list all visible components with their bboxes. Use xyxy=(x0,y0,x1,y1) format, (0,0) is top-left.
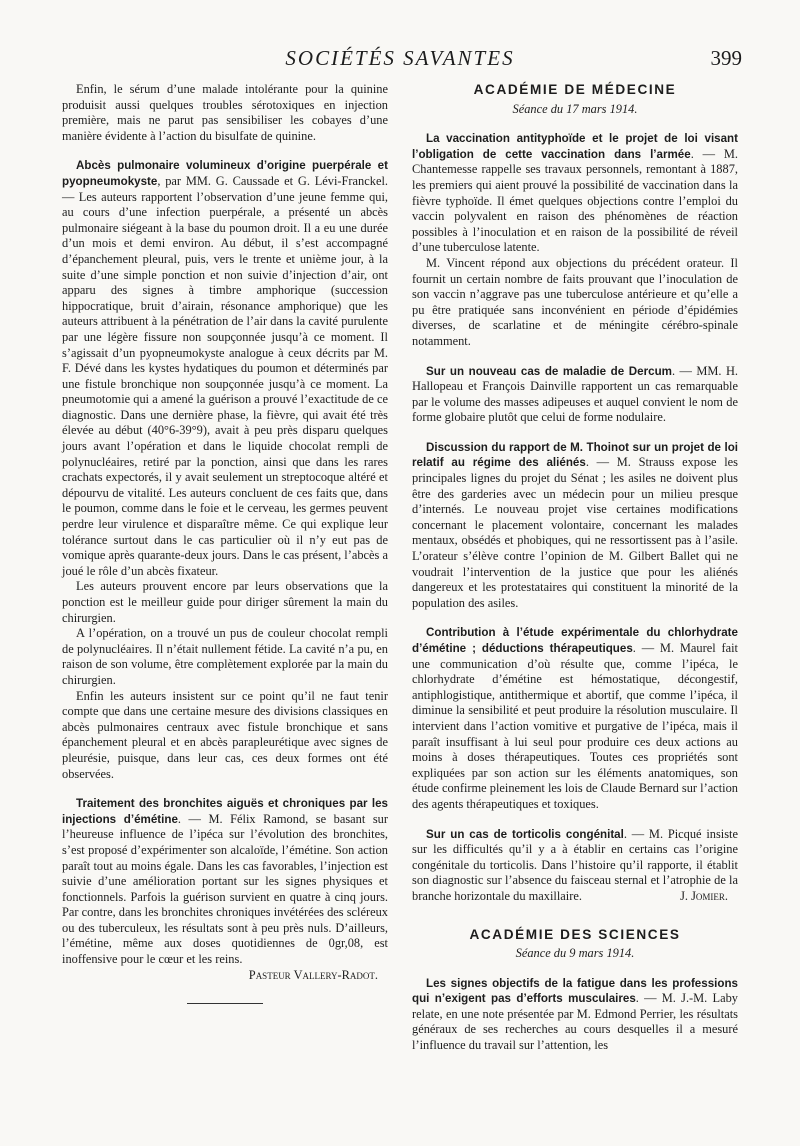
fatigue-body: . — M. J.-M. Laby relate, en une note présentée par M. Edmond Perrier, les résultats généraux de ses recherches au cours desquelles il a mesuré l’influence du travail sur l’attention, les xyxy=(412,991,738,1053)
dercum-paragraph xyxy=(412,364,738,426)
emetine-paragraph xyxy=(412,625,738,812)
dercum-article xyxy=(412,364,738,426)
left-column xyxy=(62,82,388,1004)
abces-paragraph-4: Enfin les auteurs insistent sur ce point qu’il ne faut tenir compte que dans une certaine mesure des divisions classiques en abcès pulmonaires centraux avec fistule bronchique et sans épanchement pleural et en abcès parapleurétique avec signes de pleurésie, puisque, dans leur cas, ces deux formes ont été observées. xyxy=(62,688,388,781)
academie-medecine-session: Séance du 17 mars 1914. xyxy=(512,101,638,116)
fatigue-article xyxy=(412,976,738,1054)
bronchites-body: . — M. Félix Ramond, se basant sur l’heureuse influence de l’ipéca sur l’évolution des bronchites, s’est proposé d’expérimenter son alcaloïde, l’émétine. Son action paraît tout au moins égale. Dans les cas favorables, l’injection est suivie d’une amélioration portant sur les signes physiques et fonctionnels. Parfois la guérison survient en quatre à cinq jours. Par contre, dans les bronchites chroniques invétérées des scléreux ou des tuberculeux, les résultats sont à peu près nuls. D’ailleurs, l’émétine, même aux doses quotidiennes de 0gr,08, est inoffensive pour le cœur et les reins. xyxy=(62,811,388,967)
academie-sciences-title: ACADÉMIE DES SCIENCES xyxy=(469,926,681,942)
right-column xyxy=(412,82,738,1054)
page-number: 399 xyxy=(710,46,742,70)
bronchites-title: Traitement des bronchites aiguës et chroniques par les injections d’émétine xyxy=(62,797,388,826)
vaccination-paragraph-2: M. Vincent répond aux objections du précédent orateur. Il fournit un certain nombre de faits prouvant que l’inoculation de son vaccin n’aggrave pas une tuberculose antérieure et qu’elle a pu être pratiquée sans inconvénient en période d’épidémies diverses, de scarlatine et de méningite cérébro-spinale notamment. xyxy=(412,255,738,348)
thoinot-title: Discussion du rapport de M. Thoinot sur un projet de loi relatif au régime des aliénés xyxy=(412,440,738,470)
bronchites-paragraph xyxy=(62,796,388,968)
torticolis-signature: J. Jomier. xyxy=(680,888,728,903)
bronchites-signature: Pasteur Vallery-Radot. xyxy=(248,967,378,982)
abces-body-1: , par MM. G. Caussade et G. Lévi-Franckel. — Les auteurs rapportent l’observation d’une jeune femme qui, au cours d’une infection puerpérale, a présenté un abcès pulmonaire siégeant à la base du poumon droit. Il a eu une durée d’un mois et demi environ. Au début, il s’est accompagné d’épanchement pleural, puis, vers le trente et unième jour, à la suite d’une simple ponction et non suivie d’injection d’air, ont apparu des signes à timbre amphorique (succession hippocratique, bruit d’airain, résonance amphorique) que les auteurs attribuent à la pénétration de l’air dans la cavité purulente par une légère fissure non soupçonnée jusqu’à ce moment. Il s’agissait d’un pyopneumokyste analogue à ceux décrits par M. F. Dévé dans les kystes hydatiques du poumon et déterminés par une fistule bronchique non soupçonnée jusqu’à ce moment. La pneumotomie qui a amené la guérison a prouvé l’exactitude de ce diagnostic. Dans une dernière phase, la fièvre, qui avait été très élevée au début (40°6-39°9), avait à peu près disparu quelques jours avant l’opération et dans le liquide chocolat rempli de polynucléaires, retiré par la ponction, ainsi que dans les rares crachats expectorés, il y avait seulement un streptocoque altéré et dépourvu de vitalité. Les auteurs concluent de ces faits que, dans le poumon, comme dans le foie et le cerveau, les germes peuvent perdre leur virulence et disparaître même. Ce qui explique leur tolérance surtout dans le cas particulier où il n’y eut pas de vomique après quarante-deux jours. Dans le cas présent, l’abcès a joué le rôle d’un abcès fixateur. xyxy=(62,173,388,578)
vaccination-title: La vaccination antityphoïde et le projet de loi visant l’obligation de cette vaccination dans l’armée xyxy=(412,132,738,161)
thoinot-body: . — M. Strauss expose les principales lignes du projet du Sénat ; les asiles ne doivent plus être des garderies avec un médecin pour un milieu presque d’internés. Le nouveau projet vise certaines modifications concernant le placement volontaire, concernant les malades mentaux, obsédés et phobiques, qui ne ressortissent pas à l’asile. L’orateur s’élève contre l’opinion de M. Gilbert Ballet qui ne voudrait l’intervention de la justice que pour les aliénés dangereux et les protestataires qui constituent la minorité de la population des asiles. xyxy=(412,455,738,610)
dercum-title: Sur un nouveau cas de maladie de Dercum xyxy=(426,364,672,378)
torticolis-paragraph xyxy=(412,827,738,905)
vaccination-paragraph-1 xyxy=(412,131,738,256)
academie-medecine-title: ACADÉMIE DE MÉDECINE xyxy=(473,82,677,97)
running-head xyxy=(0,46,800,74)
bronchites-article xyxy=(62,796,388,1004)
fatigue-paragraph xyxy=(412,976,738,1054)
dercum-body: . — MM. H. Hallopeau et François Dainville rapportent un cas remarquable par le volume des masses adipeuses et auquel convient le nom de forme globaire plutôt que celui de forme nodulaire. xyxy=(412,363,738,425)
abces-article xyxy=(62,158,388,782)
emetine-title: Contribution à l’étude expérimentale du chlorhydrate d’émétine ; déductions thérapeutiques xyxy=(412,626,738,655)
thoinot-article xyxy=(412,440,738,612)
academie-sciences-session: Séance du 9 mars 1914. xyxy=(515,946,635,961)
abces-paragraph-1 xyxy=(62,158,388,579)
intro-article xyxy=(62,82,388,144)
torticolis-body: . — M. Picqué insiste sur les difficultés qu’il y a à établir en certains cas l’origine congénitale du torticolis. Dans l’histoire qu’il rapporte, il établit son diagnostic sur l’absence du faisceau sternal et l’atrophie de la branche horizontale du maxillaire. xyxy=(412,826,738,903)
vaccination-body-1: . — M. Chantemesse rappelle ses travaux personnels, remontant à 1887, les premiers qui aient prouvé la possibilité de vaccination dans la fièvre typhoïde. Il émet quelques objections contre l’emploi du vaccin polyvalent en raison des phénomènes de réaction possibles à l’inoculation et en raison de la possibilité de réveil d’une tuberculose latente. xyxy=(412,146,738,255)
thoinot-paragraph xyxy=(412,440,738,612)
running-title: SOCIÉTÉS SAVANTES xyxy=(285,46,515,70)
abces-title: Abcès pulmonaire volumineux d’origine puerpérale et pyopneumokyste xyxy=(62,159,388,188)
abces-paragraph-3: A l’opération, on a trouvé un pus de couleur chocolat rempli de polynucléaires. Il n’était nullement fétide. La cavité n’a pu, en raison de son volume, être complètement explorée par la main du chirurgien. xyxy=(62,626,388,687)
abces-paragraph-2: Les auteurs prouvent encore par leurs observations que la ponction est le meilleur guide pour diriger sûrement la main du chirurgien. xyxy=(62,579,388,625)
end-rule xyxy=(187,1003,263,1004)
fatigue-title: Les signes objectifs de la fatigue dans les professions qui n’exigent pas d’efforts musculaires xyxy=(412,976,738,1006)
vaccination-article xyxy=(412,131,738,349)
torticolis-title: Sur un cas de torticolis congénital xyxy=(426,827,624,841)
emetine-body: . — M. Maurel fait une communication d’où résulte que, comme l’ipéca, le chlorhydrate d’émétine est hémostatique, décongestif, antiphlogistique, antithermique et abortif, que comme l’ipéca, il diminue la sensibilité et peut produire la résolution musculaire. Il intervient dans l’action vomitive et purgative de l’ipéca, mais il paraît insuffisant à lui seul pour produire ces deux actions au moins à doses thérapeutiques. Toutes ces propriétés sont expliquées par son action sur les éléments anatomiques, son étude confirme pleinement les lois de Claude Bernard sur l’action des agents thérapeutiques et toxiques. xyxy=(412,641,738,811)
section-gap xyxy=(412,905,738,927)
torticolis-article xyxy=(412,827,738,905)
intro-paragraph: Enfin, le sérum d’une malade intolérante pour la quinine produisit aussi quelques troubles sérotoxiques en injection première, mais ne parut pas sensibiliser les cobayes d’une manière évidente à l’action du bisulfate de quinine. xyxy=(62,82,388,143)
emetine-article xyxy=(412,625,738,812)
